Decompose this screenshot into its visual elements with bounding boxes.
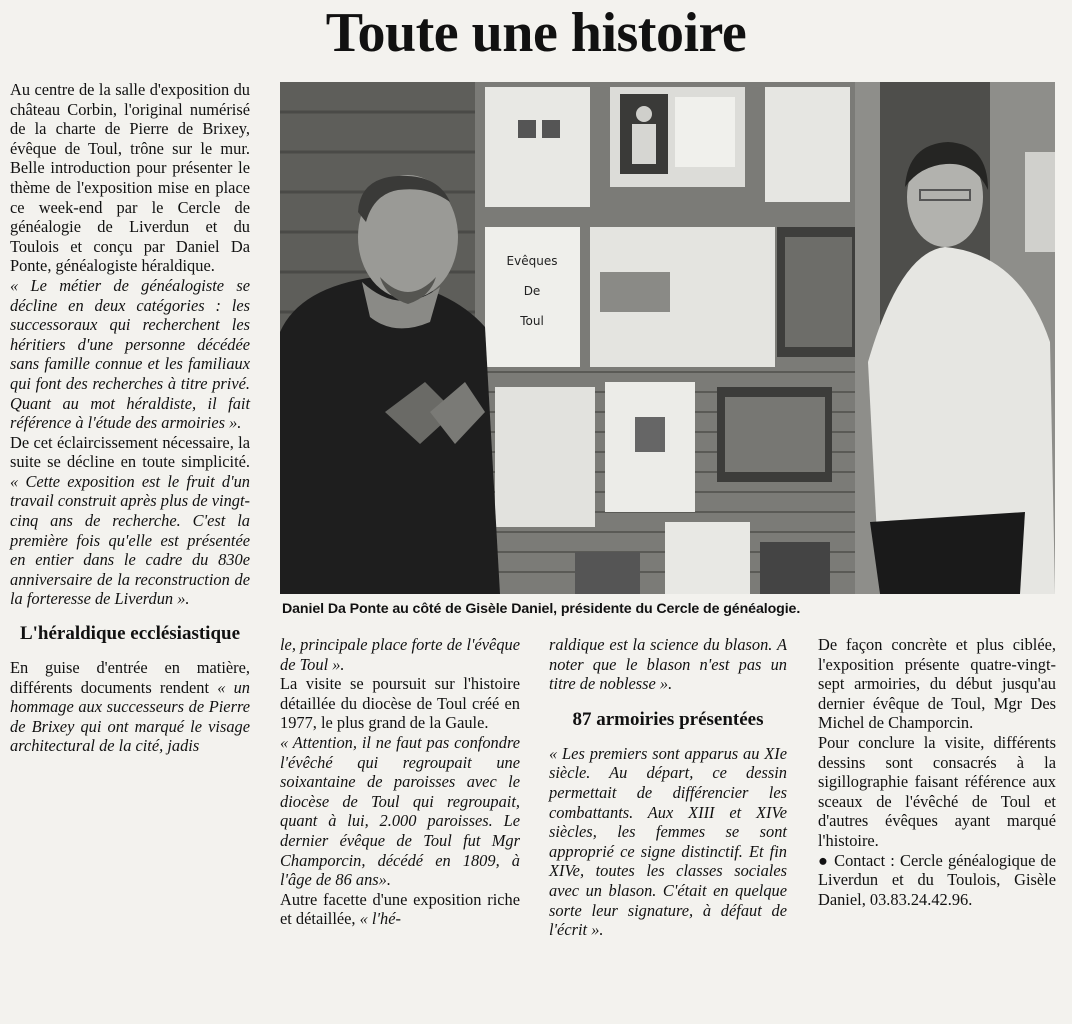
- contact-info: ● Contact : Cercle généalogique de Liverdun et du Toulois, Gisèle Daniel, 03.83.24.42.96.: [818, 850, 1056, 909]
- exhibition-photo-illustration: [280, 82, 1055, 594]
- paragraph-hommage: En guise d'entrée en matière, différents documents rendent « un hommage aux successeurs de Pierre de Brixey qui ont marqué le visage architectural de la cité, jadis: [10, 658, 250, 756]
- article-column-4: [818, 635, 1056, 909]
- quote-genealogy: « Le métier de généalogiste se décline en deux catégories : les successoraux qui recherchent les héritiers d'une personne décédée sans famille connue et les familiaux qui font des recherches à titre privé. Quant au mot héraldiste, il fait référence à l'étude des armoiries ».: [10, 275, 250, 433]
- subheading-heraldique: L'héraldique ecclésiastique: [19, 623, 241, 645]
- quote-premiers: « Les premiers sont apparus au XIe siècle. Au départ, ce dessin permettait de différencier les combattants. Aux XIII et XIVe siècles, les femmes se sont approprié ce signe distinctif. Et fin XIVe, toutes les classes sociales avec un blason. C'était en quelque sorte leur signature, à défaut de l'écrit ».: [549, 743, 787, 940]
- poster-sign-line3: Toul: [520, 314, 544, 328]
- article-column-1: [10, 80, 250, 756]
- poster-sign-line1: Evêques: [506, 254, 558, 268]
- photo-caption: Daniel Da Ponte au côté de Gisèle Daniel, présidente du Cercle de généalogie.: [282, 601, 801, 617]
- paragraph-conclure: Pour conclure la visite, différents dessins sont consacrés à la sigillographie faisant référence aux sceaux de l'évêché de Toul et d'autres évêques ayant marqué l'histoire.: [818, 732, 1056, 850]
- paragraph-exposition: De cet éclaircissement nécessaire, la suite se décline en toute simplicité. « Cette exposition est le fruit d'un travail construit après plus de vingt-cinq ans de recherche. C'est la première fois qu'elle est présentée en entier dans le cadre du 830e anniversaire de la reconstruction de la forteresse de Liverdun ».: [10, 432, 250, 609]
- paragraph-intro: Au centre de la salle d'exposition du château Corbin, l'original numérisé de la charte de Pierre de Brixey, évêque de Toul, trône sur le mur. Belle introduction pour présenter le thème de l'exposition mise en place ce week-end par le Cercle de généalogie de Liverdun et du Toulois et conçu par Daniel Da Ponte, généalogiste héraldique.: [10, 80, 250, 276]
- quote-heraldique: raldique est la science du blason. A noter que le blason n'est pas un titre de noblesse ».: [549, 635, 787, 694]
- paragraph-facette: Autre facette d'une exposition riche et détaillée, « l'hé-: [280, 889, 520, 929]
- article-column-2: [280, 635, 520, 929]
- article-title: Toute une histoire: [325, 2, 747, 64]
- article-column-3: [549, 635, 787, 940]
- article-photo: [280, 82, 1055, 594]
- paragraph-diocese: La visite se poursuit sur l'histoire détaillée du diocèse de Toul créé en 1977, le plus grand de la Gaule.: [280, 674, 520, 733]
- subheading-armoiries: 87 armoiries présentées: [572, 708, 764, 730]
- paragraph-concrete: De façon concrète et plus ciblée, l'exposition présente quatre-vingt-sept armoiries, du début jusqu'au dernier évêque de Toul, Mgr Des Michel de Champorcin.: [818, 635, 1056, 733]
- quote-attention: « Attention, il ne faut pas confondre l'évêché qui regroupait une soixantaine de paroisses avec le diocèse de Toul qui regroupait, quant à lui, 2.000 paroisses. Le dernier évêque de Toul fut Mgr Champorcin, décédé en 1809, à l'âge de 86 ans».: [280, 732, 520, 890]
- quote-continued: le, principale place forte de l'évêque de Toul ».: [280, 635, 520, 674]
- poster-sign-line2: De: [523, 284, 541, 298]
